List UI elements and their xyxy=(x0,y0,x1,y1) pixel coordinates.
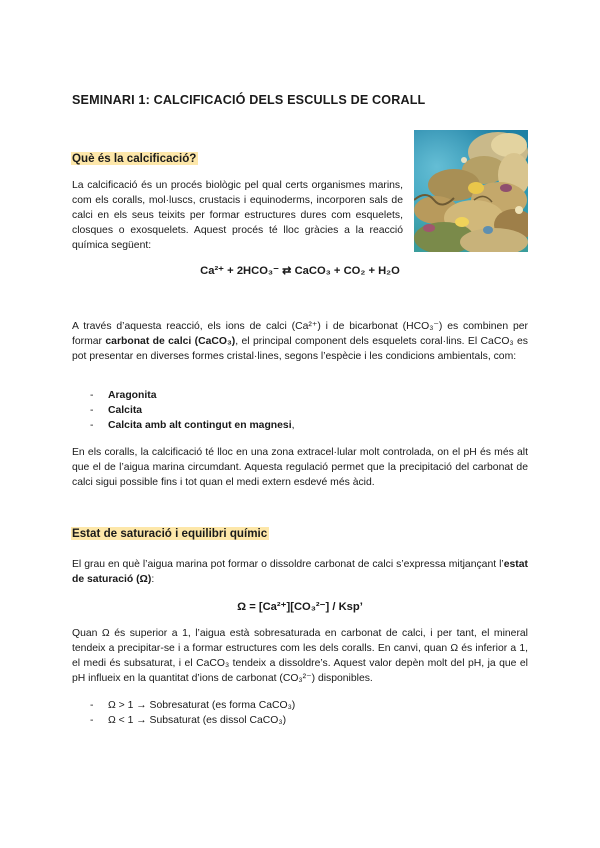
list-item xyxy=(90,418,295,433)
saturation-intro-paragraph xyxy=(72,557,528,587)
chemical-reaction: Ca²⁺ + 2HCO₃⁻ ⇄ CaCO₃ + CO₂ + H₂O xyxy=(200,265,400,277)
paragraph-text: El grau en què l’aigua marina pot formar o dissoldre carbonat de calci s’expressa mitjançant l’ xyxy=(72,559,504,570)
saturation-state-term: estat de saturació (Ω) xyxy=(72,559,528,585)
list-item-suffix: , xyxy=(291,420,295,431)
coral-reef-image xyxy=(414,130,528,252)
list-item xyxy=(90,403,295,418)
saturation-explanation-paragraph: Quan Ω és superior a 1, l’aigua està sobresaturada en carbonat de calci, i per tant, el mineral tendeix a precipitar-se i a formar estructures com les dels coralls. En canvi, quan Ω és inferior a 1, el medi és subsaturat, i el CaCO₃ tendeix a dissoldre’s. Aquest valor depèn molt del pH, ja que el pH influeix en la quantitat d’ions de carbonat (CO₃²⁻) disponibles. xyxy=(72,628,528,684)
section-heading-calcification xyxy=(72,151,197,167)
paragraph-text: A través d’aquesta reacció, els ions de calci (Ca²⁺) i de bicarbonat (HCO₃⁻) es combinen per formar xyxy=(72,321,528,347)
coral-calcification-paragraph: En els coralls, la calcificació té lloc en una zona extracel·lular molt controlada, on el pH és més alt que el de l’aigua marina circumdant. Aquesta regulació permet que la precipitació del carbonat de calci sigui possible fins i tot quan el medi extern esdevé més àcid. xyxy=(72,447,528,488)
calcium-carbonate-term: carbonat de calci (CaCO₃) xyxy=(105,336,236,347)
reaction-explanation-paragraph xyxy=(72,319,528,364)
list-item: - Ω < 1 → Subsaturat (es dissol CaCO₃) xyxy=(90,713,295,728)
list-item-text: Calcita amb alt contingut en magnesi xyxy=(108,420,292,431)
list-item xyxy=(90,388,295,403)
crystal-forms-list xyxy=(90,388,295,433)
paragraph-text: : xyxy=(151,574,155,585)
intro-paragraph: La calcificació és un procés biològic pel qual certs organismes marins, com els coralls, mol·luscs, crustacis i equinoderms, incorporen sals de calci en els seus teixits per formar estructures dures com esquelets, closques o exosquelets. Aquest procés té lloc gràcies a la reacció química següent: xyxy=(72,180,403,251)
section-heading-text: Què és la calcificació? xyxy=(72,152,197,165)
list-item-text: Calcita xyxy=(108,405,143,416)
saturation-formula: Ω = [Ca²⁺][CO₃²⁻] / Ksp’ xyxy=(237,601,363,613)
saturation-conditions-list xyxy=(90,698,295,728)
section-heading-saturation xyxy=(72,526,268,542)
paragraph-text: , el principal component dels esquelets coral·lins. El CaCO₃ es pot presentar en diverses formes cristal·lines, segons l’espècie i les condicions ambientals, com: xyxy=(72,336,528,362)
page-title: SEMINARI 1: CALCIFICACIÓ DELS ESCULLS DE CORALL xyxy=(72,93,426,107)
list-item: - Ω > 1 → Sobresaturat (es forma CaCO₃) xyxy=(90,698,295,713)
list-item-text: Aragonita xyxy=(108,390,157,401)
section-heading-text: Estat de saturació i equilibri químic xyxy=(72,527,268,540)
